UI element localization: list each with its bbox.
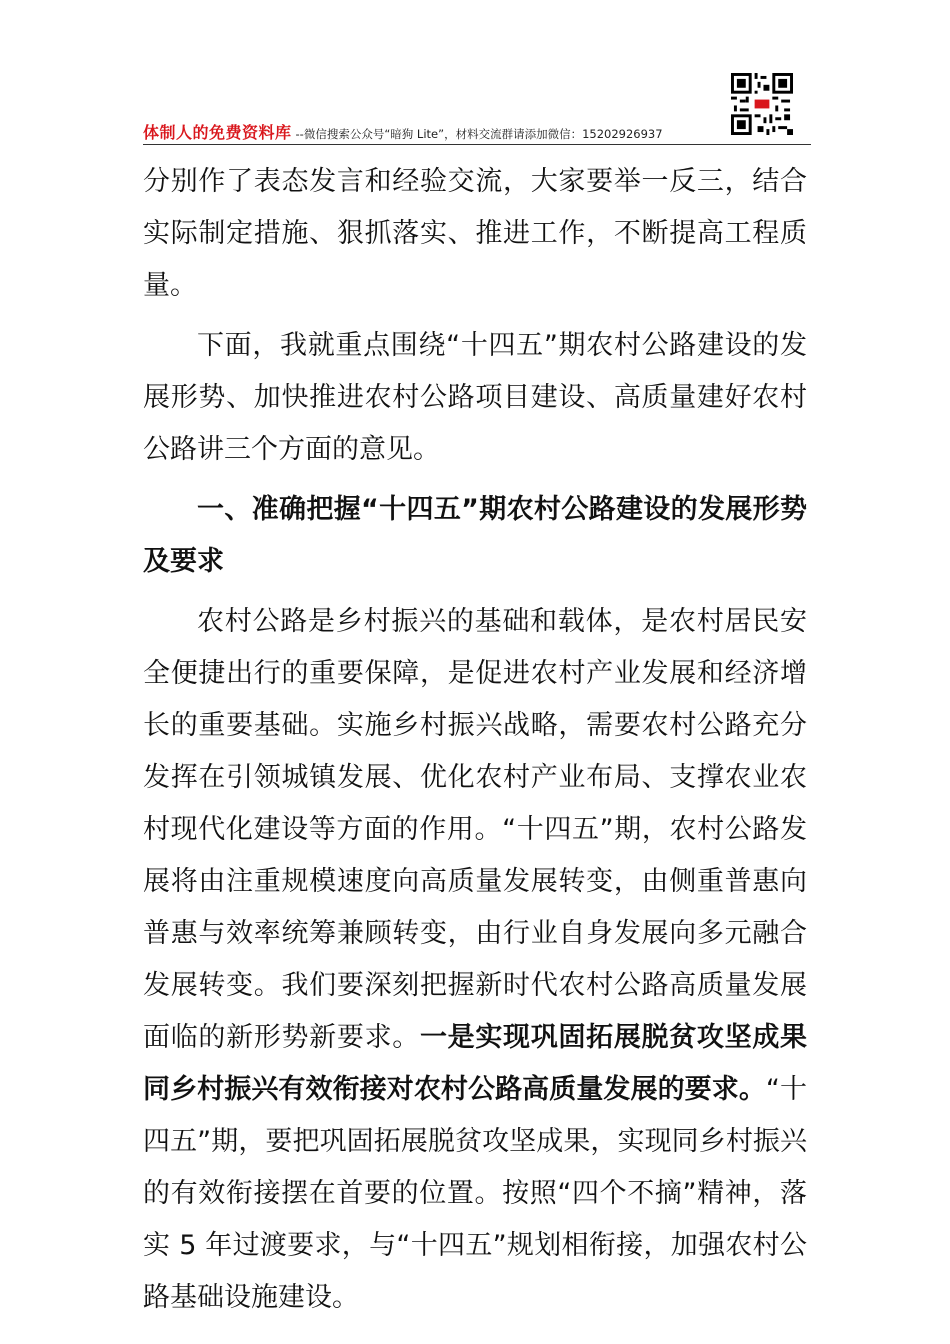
paragraph-bold-point: 一是实现巩固拓展脱贫攻坚成果同乡村振兴有效衔接对农村公路高质量发展的要求。: [143, 1022, 808, 1105]
document-body: [143, 156, 807, 1324]
paragraph-intro: 下面，我就重点围绕“十四五”期农村公路建设的发展形势、加快推进农村公路项目建设、高质量建好农村公路讲三个方面的意见。: [143, 330, 807, 465]
section-heading: 一、准确把握“十四五”期农村公路建设的发展形势及要求: [143, 494, 807, 577]
paragraph-text: 农村公路是乡村振兴的基础和载体，是农村居民安全便捷出行的重要保障，是促进农村产业发展和经济增长的重要基础。实施乡村振兴战略，需要农村公路充分发挥在引领城镇发展、优化农村产业布局、支撑农业农村现代化建设等方面的作用。“十四五”期，农村公路发展将由注重规模速度向高质量发展转变，由侧重普惠向普惠与效率统筹兼顾转变，由行业自身发展向多元融合发展转变。我们要深刻把握新时代农村公路高质量发展面临的新形势新要求。: [143, 606, 807, 1053]
paragraph-continuation: 分别作了表态发言和经验交流，大家要举一反三，结合实际制定措施、狠抓落实、推进工作，不断提高工程质量。: [143, 166, 807, 301]
header-divider: [143, 144, 811, 145]
qr-code-icon: [731, 73, 793, 135]
paragraph-body: [143, 596, 807, 1324]
header-brand: 体制人的免费资料库: [143, 123, 292, 142]
paragraph-text-continued: “十四五”期，要把巩固拓展脱贫攻坚成果，实现同乡村振兴的有效衔接摆在首要的位置。按照“四个不摘”精神，落实 5 年过渡要求，与“十四五”规划相衔接，加强农村公路基础设施建设。: [143, 1074, 807, 1313]
page-header: [143, 120, 811, 142]
header-note: --微信搜索公众号“暗狗 Lite”，材料交流群请添加微信：15202926937: [295, 127, 663, 141]
